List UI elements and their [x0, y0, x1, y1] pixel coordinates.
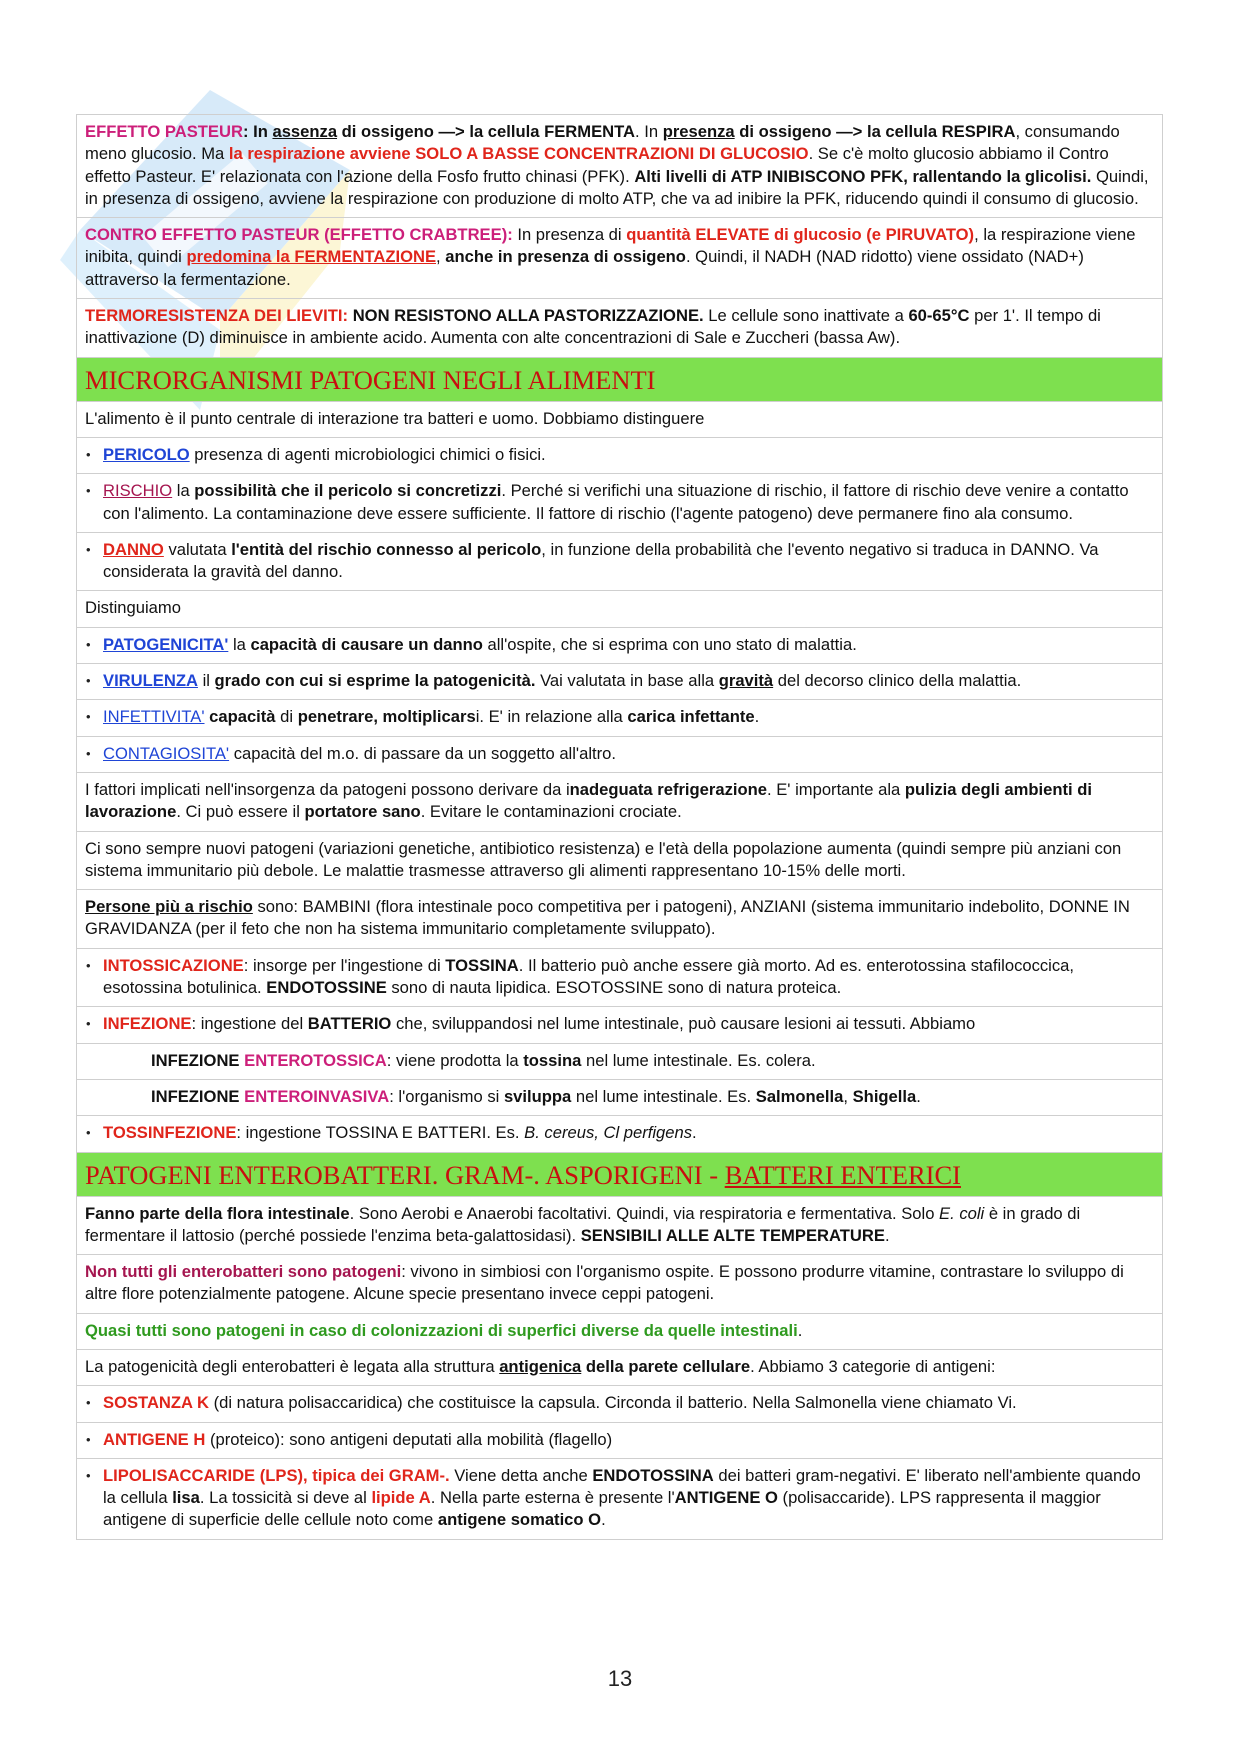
text: INFEZIONE [151, 1086, 245, 1106]
text: . Ci può essere il [176, 802, 305, 822]
lps-item [76, 1459, 1163, 1540]
text: sviluppa [503, 1086, 572, 1106]
text: : l'organismo si [389, 1086, 504, 1106]
page-number: 13 [607, 1666, 633, 1691]
text: predomina la FERMENTAZIONE [186, 247, 437, 267]
patogenicita-item [76, 628, 1163, 664]
text: , la respirazione viene inibita, quindi [85, 225, 1136, 267]
effetto-pasteur-row [76, 115, 1163, 218]
text: Quasi tutti sono patogeni in caso di [85, 1320, 371, 1340]
text: . [884, 1225, 890, 1245]
text: per 1'. Il tempo di inattivazione (D) diminuisce in ambiente acido. Aumenta con alte concentrazioni di Sale e Zuccheri (bassa Aw). [85, 306, 1101, 348]
text: Salmonella [755, 1086, 844, 1106]
patogenicita-label: PATOGENICITA' [103, 634, 229, 654]
tossinfezione-label: TOSSINFEZIONE [103, 1123, 237, 1143]
danno-label: DANNO [103, 539, 164, 559]
section-heading-microrganismi: MICRORGANISMI PATOGENI NEGLI ALIMENTI [76, 358, 1163, 402]
text: BATTERIO [307, 1014, 392, 1034]
sostanza-k-label: SOSTANZA K [103, 1393, 210, 1413]
intossicazione-item [76, 949, 1163, 1008]
text: : ingestione del [191, 1014, 308, 1034]
infettivita-label: INFETTIVITA' [103, 707, 205, 727]
text: . [601, 1510, 606, 1530]
text: ANTIGENE O [674, 1488, 778, 1508]
text: la [228, 634, 251, 654]
infettivita-item [76, 700, 1163, 736]
text: all'ospite, che si esprima con uno stato di malattia. [482, 634, 857, 654]
infezione-label: INFEZIONE [103, 1014, 192, 1034]
text: ENDOTOSSINE [266, 978, 387, 998]
pericolo-label: PERICOLO [103, 444, 190, 464]
text: . Quindi, il NADH (NAD ridotto) viene ossidato (NAD+) attraverso la fermentazione. [85, 247, 1084, 289]
text: : ingestione TOSSINA E BATTERI. Es. [236, 1123, 525, 1143]
nuovi-patogeni-row: Ci sono sempre nuovi patogeni (variazioni genetiche, antibiotico resistenza) e l'età della popolazione aumenta (quindi sempre più anziani con sistema immunitario più debole. Le malattie trasmesse attraverso gli alimenti rappresentano 10-15% delle morti. [76, 832, 1163, 891]
text: lipide A [371, 1488, 431, 1508]
text: possibilità che il pericolo si concretizzi [194, 481, 502, 501]
text: . Nella parte esterna è presente l' [430, 1488, 675, 1508]
text: : insorge per l'ingestione di [243, 955, 446, 975]
text: della parete cellulare [581, 1356, 751, 1376]
termoresistenza-row [76, 299, 1163, 358]
text: penetrare, moltiplicars [297, 707, 476, 727]
text: assenza [272, 122, 338, 141]
intro-row: L'alimento è il punto centrale di interazione tra batteri e uomo. Dobbiamo distinguere [76, 402, 1163, 438]
rischio-item [76, 474, 1163, 533]
tossinfezione-item [76, 1116, 1163, 1152]
text: ENTEROTOSSICA [244, 1050, 387, 1070]
persone-label: Persone più a rischio [85, 897, 253, 917]
text: , in funzione della probabilità che l'evento negativo si traduca in DANNO. Va considerata la gravità del danno. [103, 539, 1099, 582]
text: . [916, 1086, 921, 1106]
text: , consumando meno glucosio. Ma [85, 122, 1120, 164]
text: nel lume intestinale. Es. [571, 1086, 756, 1106]
danno-item [76, 533, 1163, 592]
text: la respirazione avviene [228, 144, 416, 164]
text: Viene detta anche [449, 1465, 593, 1485]
text: 60-65°C [908, 306, 970, 326]
text: E. coli [939, 1203, 985, 1223]
quasi-tutti-row [76, 1314, 1163, 1350]
text: B. cereus, Cl perfigens [524, 1123, 692, 1143]
text: colonizzazioni di superfici diverse da quelle intestinali [370, 1320, 798, 1340]
text: . Evitare le contaminazioni crociate. [420, 802, 682, 822]
text: : [242, 122, 254, 141]
text: . Perché si verifichi una situazione di rischio, il fattore di rischio deve venire a contatto con l'alimento. La contaminazione deve essere sufficiente. Il fattore di rischio (l'agente patogeno) deve permanere fino ala consumo. [103, 481, 1129, 523]
text: lisa [172, 1488, 200, 1508]
text: . [754, 707, 760, 727]
text: Shigella [852, 1086, 917, 1106]
lps-label: LIPOLISACCARIDE (LPS), tipica dei GRAM-. [103, 1465, 450, 1485]
text: : viene prodotta la [386, 1050, 524, 1070]
text: I fattori implicati nell'insorgenza da patogeni possono derivare da i [85, 779, 570, 799]
text: antigenica [499, 1356, 582, 1376]
section-heading-enterobatteri [76, 1153, 1163, 1197]
virulenza-label: VIRULENZA [103, 671, 198, 691]
text: presenza di agenti microbiologici chimici o fisici. [189, 444, 546, 464]
text: capacità di causare un danno [250, 634, 483, 654]
text: Fanno parte della flora intestinale [85, 1203, 350, 1223]
text: . [797, 1320, 803, 1340]
text: valutata [163, 539, 232, 559]
crabtree-label: CONTRO EFFETTO PASTEUR (EFFETTO CRABTREE): [85, 225, 513, 245]
text: . E' importante ala [767, 779, 905, 799]
antigenica-row [76, 1350, 1163, 1386]
text: BATTERI ENTERICI [724, 1159, 961, 1190]
text: antigene somatico O [437, 1510, 602, 1530]
text: è in grado di fermentare il lattosio (perché possiede l'enzima beta-galattosidasi). [85, 1203, 1081, 1245]
text: SENSIBILI ALLE ALTE TEMPERATURE [580, 1225, 885, 1245]
text: dei batteri gram-negativi. E' liberato nell'ambiente quando la cellula [103, 1465, 1141, 1508]
rischio-label: RISCHIO [103, 481, 173, 501]
text: NON RESISTONO ALLA PASTORIZZAZIONE. [352, 306, 704, 326]
text: l'entità del rischio connesso al pericolo [231, 539, 542, 559]
flora-row [76, 1197, 1163, 1256]
document-table [76, 114, 1163, 1540]
text: (proteico): sono antigeni deputati alla mobilità (flagello) [205, 1429, 613, 1449]
text: il [197, 671, 215, 691]
text: la [172, 481, 195, 501]
text: i. E' in relazione alla [475, 707, 628, 727]
enterotossica-item [76, 1044, 1163, 1080]
text: di ossigeno —> la cellula FERMENTA [337, 122, 636, 141]
text: SOLO A BASSE CONCENTRAZIONI DI GLUCOSIO [415, 144, 809, 164]
text: carica infettante [627, 707, 755, 727]
text: portatore sano [304, 802, 421, 822]
text: tossina [523, 1050, 582, 1070]
non-tutti-row [76, 1255, 1163, 1314]
persone-rischio-row [76, 890, 1163, 949]
text: grado con cui si esprime la patogenicità. [214, 671, 536, 691]
text: ENDOTOSSINA [592, 1465, 714, 1485]
enteroinvasiva-item [76, 1080, 1163, 1116]
text: . Abbiamo 3 categorie di antigeni: [750, 1356, 996, 1376]
text: : vivono in simbiosi con l'organismo ospite. E possono produrre vitamine, contrastare lo sviluppo di altre flore potenzialmente patogene. Alcune specie presentano invece ceppi patogeni. [85, 1262, 1124, 1304]
text: In [253, 122, 273, 141]
text: pulizia degli ambienti di lavorazione [85, 779, 1093, 822]
virulenza-item [76, 664, 1163, 700]
text: nel lume intestinale. Es. colera. [581, 1050, 816, 1070]
pasteur-label: EFFETTO PASTEUR [85, 122, 243, 141]
text: anche in presenza di ossigeno [445, 247, 686, 267]
text: presenza [662, 122, 735, 141]
text: , [843, 1086, 853, 1106]
text: . In [635, 122, 663, 141]
sostanza-k-item [76, 1386, 1163, 1422]
text: INFEZIONE [151, 1050, 245, 1070]
text: In presenza di [512, 225, 627, 245]
text: . La tossicità si deve al [199, 1488, 372, 1508]
text: (di natura polisaccaridica) che costituisce la capsula. Circonda il batterio. Nella Salmonella viene chiamato Vi. [209, 1393, 1017, 1413]
text: di [275, 707, 298, 727]
text: che, sviluppandosi nel lume intestinale, può causare lesioni ai tessuti. Abbiamo [391, 1014, 976, 1034]
text: sono: BAMBINI (flora intestinale poco competitiva per i patogeni), ANZIANI (sistema immunitario indebolito, DONNE IN GRAVIDANZA (per il feto che non ha sistema immunitario completamente sviluppato). [85, 897, 1130, 939]
contagiosita-label: CONTAGIOSITA' [103, 743, 230, 763]
distinguiamo-row: Distinguiamo [76, 591, 1163, 627]
text: (polisaccaride). LPS rappresenta il maggior antigene di superficie delle cellule noto come [103, 1488, 1101, 1530]
contagiosita-item [76, 737, 1163, 773]
text: capacità [209, 707, 276, 727]
text: . [692, 1123, 697, 1143]
text: Alti livelli di ATP INIBISCONO PFK, rallentando la glicolisi. [634, 166, 1092, 186]
text: Non tutti gli enterobatteri sono patogeni [85, 1262, 402, 1282]
termo-label: TERMORESISTENZA DEI LIEVITI: [85, 306, 349, 326]
text: quantità ELEVATE di glucosio (e PIRUVATO) [626, 225, 975, 245]
text: PATOGENI ENTEROBATTERI. GRAM-. ASPORIGENI - [85, 1159, 725, 1190]
text: Vai valutata in base alla [535, 671, 719, 691]
text: gravità [718, 671, 774, 691]
text: . Sono Aerobi e Anaerobi facoltativi. Quindi, via respiratoria e fermentativa. Solo [349, 1203, 940, 1223]
text: capacità del m.o. di passare da un soggetto all'altro. [229, 743, 616, 763]
text: nadeguata refrigerazione [569, 779, 768, 799]
pericolo-item [76, 438, 1163, 474]
antigene-h-item [76, 1423, 1163, 1459]
fattori-row [76, 773, 1163, 832]
text: di ossigeno —> la cellula RESPIRA [734, 122, 1016, 141]
intossicazione-label: INTOSSICAZIONE [103, 955, 244, 975]
text: TOSSINA [445, 955, 519, 975]
infezione-item [76, 1007, 1163, 1043]
text: Quindi, in presenza di ossigeno, avviene la respirazione con produzione di molto ATP, che va ad inibire la PFK, riducendo quindi il consumo di glucosio. [85, 166, 1149, 208]
antigene-h-label: ANTIGENE H [103, 1429, 206, 1449]
text: , [436, 247, 446, 267]
crabtree-row [76, 218, 1163, 299]
text: ENTEROINVASIVA [244, 1086, 390, 1106]
text: sono di nauta lipidica. ESOTOSSINE sono di natura proteica. [386, 978, 842, 998]
text: . Se c'è molto glucosio abbiamo il Contro effetto Pasteur. E' relazionata con l'azione della Fosfo frutto chinasi (PFK). [85, 144, 1109, 186]
text: Le cellule sono inattivate a [703, 306, 909, 326]
text: . Il batterio può anche essere già morto. Ad es. enterotossina stafilococcica, esotossina botulinica. [103, 955, 1075, 998]
text: La patogenicità degli enterobatteri è legata alla struttura [85, 1356, 500, 1376]
text: del decorso clinico della malattia. [773, 671, 1022, 691]
